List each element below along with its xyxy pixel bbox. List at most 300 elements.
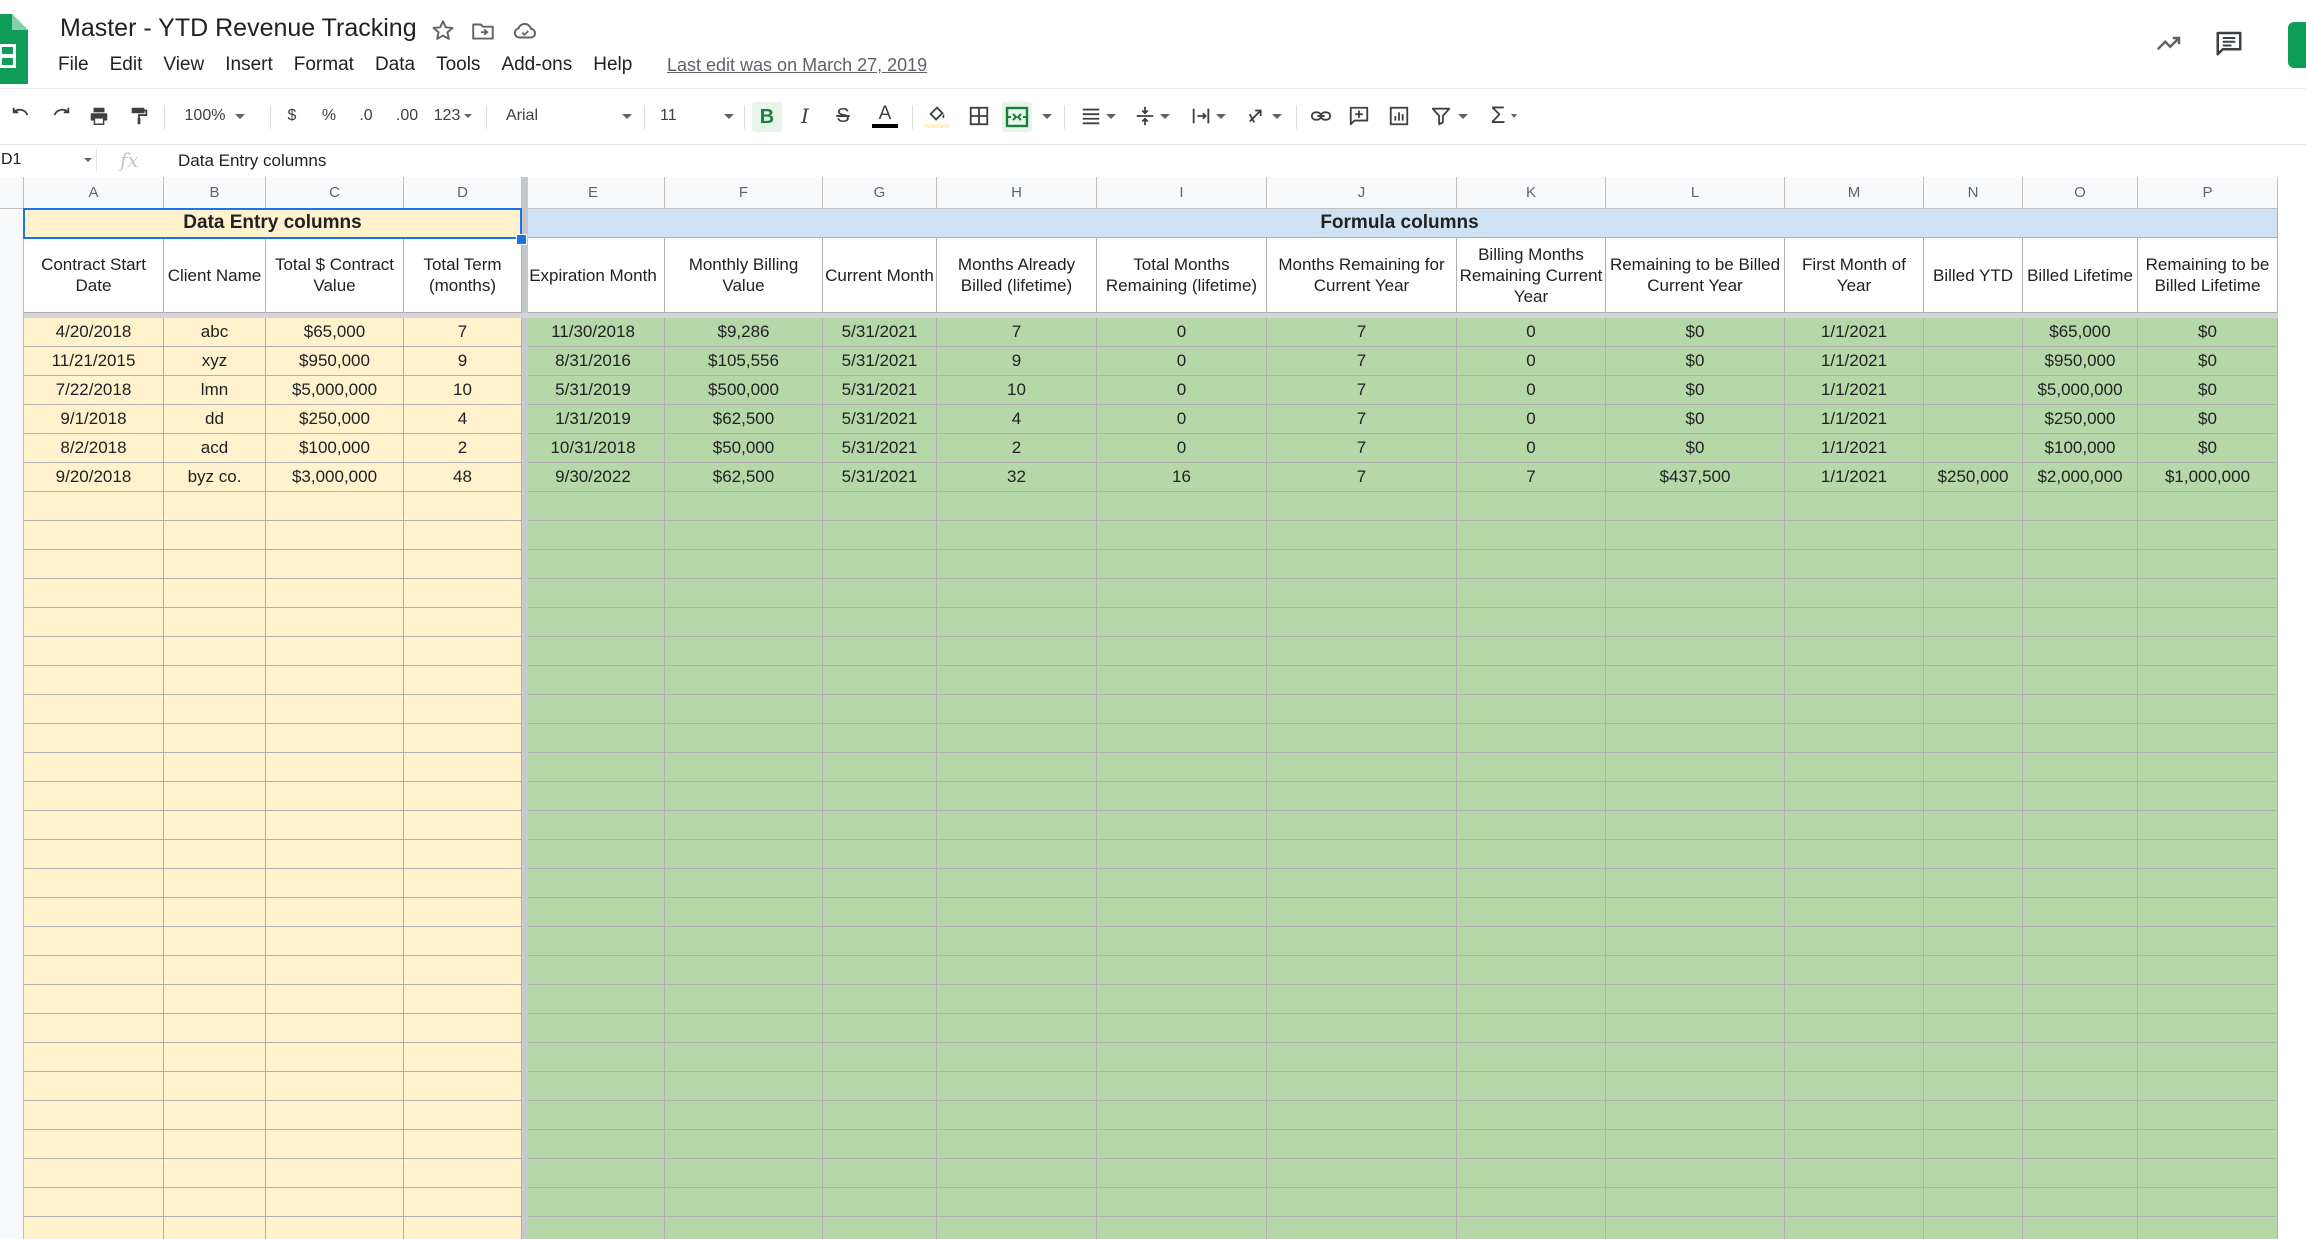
empty-cell[interactable] [1785, 579, 1924, 608]
empty-cell[interactable] [1267, 1014, 1457, 1043]
empty-cell[interactable] [1267, 579, 1457, 608]
insert-chart-button[interactable] [1386, 103, 1412, 129]
empty-cell[interactable] [522, 927, 665, 956]
empty-cell[interactable] [937, 666, 1097, 695]
empty-cell[interactable] [665, 521, 823, 550]
empty-cell[interactable] [522, 608, 665, 637]
empty-cell[interactable] [266, 666, 404, 695]
empty-cell[interactable] [164, 1014, 266, 1043]
empty-cell[interactable] [266, 1101, 404, 1130]
empty-cell[interactable] [1785, 637, 1924, 666]
empty-cell[interactable] [404, 608, 522, 637]
empty-cell[interactable] [1457, 985, 1606, 1014]
menu-edit[interactable]: Edit [109, 54, 143, 75]
empty-cell[interactable] [823, 1072, 937, 1101]
table-cell[interactable]: 0 [1457, 405, 1606, 434]
table-cell[interactable]: 7 [1267, 463, 1457, 492]
empty-cell[interactable] [266, 579, 404, 608]
empty-cell[interactable] [404, 956, 522, 985]
empty-cell[interactable] [522, 637, 665, 666]
column-header-i[interactable]: I [1097, 177, 1267, 209]
empty-cell[interactable] [1457, 927, 1606, 956]
empty-cell[interactable] [1606, 695, 1785, 724]
empty-cell[interactable] [937, 695, 1097, 724]
empty-cell[interactable] [1097, 1159, 1267, 1188]
empty-cell[interactable] [937, 1130, 1097, 1159]
empty-cell[interactable] [1267, 608, 1457, 637]
column-header-f[interactable]: F [665, 177, 823, 209]
empty-cell[interactable] [823, 1101, 937, 1130]
empty-cell[interactable] [665, 1043, 823, 1072]
sheets-logo-icon[interactable] [0, 14, 28, 84]
table-cell[interactable]: $65,000 [266, 318, 404, 347]
menu-file[interactable]: File [58, 54, 89, 75]
insert-comment-button[interactable] [1346, 103, 1372, 129]
empty-cell[interactable] [2023, 811, 2138, 840]
empty-cell[interactable] [2023, 782, 2138, 811]
empty-cell[interactable] [522, 1014, 665, 1043]
empty-cell[interactable] [2138, 1043, 2278, 1072]
table-cell[interactable]: $0 [1606, 405, 1785, 434]
table-cell[interactable]: 0 [1097, 376, 1267, 405]
empty-cell[interactable] [1606, 985, 1785, 1014]
empty-cell[interactable] [1606, 811, 1785, 840]
empty-cell[interactable] [522, 1130, 665, 1159]
empty-cell[interactable] [1267, 521, 1457, 550]
font-size-select[interactable] [660, 103, 734, 129]
empty-cell[interactable] [1097, 1188, 1267, 1217]
frozen-row-divider[interactable] [24, 313, 2278, 318]
empty-cell[interactable] [404, 637, 522, 666]
empty-cell[interactable] [2023, 492, 2138, 521]
table-cell[interactable]: byz co. [164, 463, 266, 492]
empty-cell[interactable] [266, 782, 404, 811]
empty-cell[interactable] [1606, 1188, 1785, 1217]
empty-cell[interactable] [1924, 695, 2023, 724]
empty-cell[interactable] [1785, 840, 1924, 869]
empty-cell[interactable] [164, 1159, 266, 1188]
empty-cell[interactable] [24, 1014, 164, 1043]
empty-cell[interactable] [24, 550, 164, 579]
empty-cell[interactable] [522, 550, 665, 579]
empty-cell[interactable] [1267, 1043, 1457, 1072]
table-cell[interactable]: 0 [1457, 318, 1606, 347]
empty-cell[interactable] [937, 492, 1097, 521]
empty-cell[interactable] [1097, 637, 1267, 666]
empty-cell[interactable] [937, 927, 1097, 956]
empty-cell[interactable] [164, 811, 266, 840]
empty-cell[interactable] [1785, 608, 1924, 637]
empty-cell[interactable] [2023, 608, 2138, 637]
empty-cell[interactable] [404, 550, 522, 579]
empty-cell[interactable] [2138, 956, 2278, 985]
empty-cell[interactable] [823, 898, 937, 927]
column-title-cell[interactable]: Current Month [823, 238, 937, 313]
column-title-cell[interactable]: Monthly Billing Value [665, 238, 823, 313]
empty-cell[interactable] [2023, 1159, 2138, 1188]
empty-cell[interactable] [665, 1130, 823, 1159]
empty-cell[interactable] [1785, 724, 1924, 753]
empty-cell[interactable] [266, 1188, 404, 1217]
empty-cell[interactable] [2023, 1101, 2138, 1130]
empty-cell[interactable] [522, 1043, 665, 1072]
table-cell[interactable]: 5/31/2021 [823, 405, 937, 434]
empty-cell[interactable] [404, 1217, 522, 1239]
empty-cell[interactable] [1267, 898, 1457, 927]
empty-cell[interactable] [522, 666, 665, 695]
empty-cell[interactable] [1267, 1217, 1457, 1239]
empty-cell[interactable] [1924, 927, 2023, 956]
table-cell[interactable]: 9/30/2022 [522, 463, 665, 492]
empty-cell[interactable] [266, 1014, 404, 1043]
table-cell[interactable]: 1/1/2021 [1785, 434, 1924, 463]
empty-cell[interactable] [823, 811, 937, 840]
format-percent-button[interactable] [318, 103, 340, 129]
column-header-d[interactable]: D [404, 177, 522, 209]
text-wrap-select[interactable] [1186, 103, 1230, 129]
empty-cell[interactable] [1606, 1217, 1785, 1239]
empty-cell[interactable] [823, 1043, 937, 1072]
table-cell[interactable]: $5,000,000 [266, 376, 404, 405]
empty-cell[interactable] [404, 1014, 522, 1043]
empty-cell[interactable] [1457, 840, 1606, 869]
empty-cell[interactable] [823, 1014, 937, 1043]
table-cell[interactable]: $105,556 [665, 347, 823, 376]
empty-cell[interactable] [2023, 1014, 2138, 1043]
empty-cell[interactable] [24, 724, 164, 753]
menu-format[interactable]: Format [293, 54, 354, 75]
empty-cell[interactable] [1606, 927, 1785, 956]
activity-trend-icon[interactable] [2154, 28, 2184, 58]
empty-cell[interactable] [823, 927, 937, 956]
empty-cell[interactable] [1606, 869, 1785, 898]
empty-cell[interactable] [522, 1072, 665, 1101]
table-cell[interactable]: lmn [164, 376, 266, 405]
empty-cell[interactable] [1785, 550, 1924, 579]
empty-cell[interactable] [1457, 608, 1606, 637]
empty-cell[interactable] [1785, 1101, 1924, 1130]
empty-cell[interactable] [266, 492, 404, 521]
table-cell[interactable]: 0 [1457, 347, 1606, 376]
empty-cell[interactable] [2023, 1217, 2138, 1239]
empty-cell[interactable] [1097, 840, 1267, 869]
empty-cell[interactable] [1097, 1101, 1267, 1130]
empty-cell[interactable] [937, 840, 1097, 869]
table-cell[interactable]: $0 [1606, 318, 1785, 347]
empty-cell[interactable] [1924, 840, 2023, 869]
empty-cell[interactable] [24, 840, 164, 869]
empty-cell[interactable] [2023, 869, 2138, 898]
empty-cell[interactable] [1785, 753, 1924, 782]
table-cell[interactable]: 0 [1097, 405, 1267, 434]
table-cell[interactable]: 5/31/2021 [823, 318, 937, 347]
table-cell[interactable]: 1/1/2021 [1785, 347, 1924, 376]
empty-cell[interactable] [1457, 753, 1606, 782]
empty-cell[interactable] [665, 840, 823, 869]
empty-cell[interactable] [164, 608, 266, 637]
column-header-c[interactable]: C [266, 177, 404, 209]
empty-cell[interactable] [2023, 898, 2138, 927]
empty-cell[interactable] [266, 608, 404, 637]
empty-cell[interactable] [266, 753, 404, 782]
column-title-cell[interactable]: Remaining to be Billed Lifetime [2138, 238, 2278, 313]
empty-cell[interactable] [164, 695, 266, 724]
empty-cell[interactable] [404, 985, 522, 1014]
empty-cell[interactable] [823, 579, 937, 608]
empty-cell[interactable] [1785, 956, 1924, 985]
empty-cell[interactable] [266, 1217, 404, 1239]
table-cell[interactable]: 9 [937, 347, 1097, 376]
empty-cell[interactable] [1785, 521, 1924, 550]
table-cell[interactable]: 11/21/2015 [24, 347, 164, 376]
empty-cell[interactable] [2023, 637, 2138, 666]
empty-cell[interactable] [24, 1072, 164, 1101]
empty-cell[interactable] [1785, 898, 1924, 927]
empty-cell[interactable] [1267, 956, 1457, 985]
empty-cell[interactable] [266, 811, 404, 840]
empty-cell[interactable] [164, 956, 266, 985]
empty-cell[interactable] [1924, 521, 2023, 550]
empty-cell[interactable] [823, 666, 937, 695]
empty-cell[interactable] [937, 608, 1097, 637]
table-cell[interactable]: $9,286 [665, 318, 823, 347]
move-folder-icon[interactable] [470, 18, 496, 44]
table-cell[interactable]: 16 [1097, 463, 1267, 492]
empty-cell[interactable] [823, 1159, 937, 1188]
table-cell[interactable] [1924, 318, 2023, 347]
empty-cell[interactable] [1097, 956, 1267, 985]
comments-icon[interactable] [2214, 28, 2244, 58]
table-cell[interactable]: 2 [937, 434, 1097, 463]
empty-cell[interactable] [1457, 666, 1606, 695]
empty-cell[interactable] [404, 811, 522, 840]
empty-cell[interactable] [404, 840, 522, 869]
menu-insert[interactable]: Insert [225, 54, 273, 75]
empty-cell[interactable] [266, 985, 404, 1014]
table-cell[interactable]: 7 [1267, 347, 1457, 376]
table-cell[interactable]: 5/31/2021 [823, 376, 937, 405]
empty-cell[interactable] [24, 608, 164, 637]
empty-cell[interactable] [937, 521, 1097, 550]
empty-cell[interactable] [1267, 724, 1457, 753]
empty-cell[interactable] [266, 840, 404, 869]
empty-cell[interactable] [522, 753, 665, 782]
empty-cell[interactable] [1606, 550, 1785, 579]
table-cell[interactable]: $0 [2138, 318, 2278, 347]
table-cell[interactable]: $250,000 [2023, 405, 2138, 434]
empty-cell[interactable] [2138, 637, 2278, 666]
table-cell[interactable]: 1/1/2021 [1785, 376, 1924, 405]
empty-cell[interactable] [164, 782, 266, 811]
empty-cell[interactable] [2138, 724, 2278, 753]
table-cell[interactable]: $2,000,000 [2023, 463, 2138, 492]
empty-cell[interactable] [937, 782, 1097, 811]
table-cell[interactable]: dd [164, 405, 266, 434]
empty-cell[interactable] [2023, 985, 2138, 1014]
column-title-cell[interactable]: Client Name [164, 238, 266, 313]
document-title[interactable]: Master - YTD Revenue Tracking [60, 14, 417, 42]
empty-cell[interactable] [24, 782, 164, 811]
menu-view[interactable]: View [163, 54, 205, 75]
table-cell[interactable]: $500,000 [665, 376, 823, 405]
row-number-strip[interactable] [0, 209, 24, 1239]
empty-cell[interactable] [164, 985, 266, 1014]
table-cell[interactable]: $0 [1606, 434, 1785, 463]
empty-cell[interactable] [2023, 753, 2138, 782]
table-cell[interactable]: 7/22/2018 [24, 376, 164, 405]
empty-cell[interactable] [937, 811, 1097, 840]
empty-cell[interactable] [404, 1043, 522, 1072]
empty-cell[interactable] [522, 1159, 665, 1188]
empty-cell[interactable] [1267, 782, 1457, 811]
empty-cell[interactable] [1785, 1043, 1924, 1072]
empty-cell[interactable] [1457, 956, 1606, 985]
fill-handle[interactable] [516, 234, 527, 245]
empty-cell[interactable] [1097, 753, 1267, 782]
empty-cell[interactable] [404, 869, 522, 898]
empty-cell[interactable] [665, 1188, 823, 1217]
empty-cell[interactable] [1924, 869, 2023, 898]
formula-input[interactable]: Data Entry columns [178, 151, 327, 170]
empty-cell[interactable] [1785, 985, 1924, 1014]
empty-cell[interactable] [24, 956, 164, 985]
empty-cell[interactable] [1457, 1159, 1606, 1188]
empty-cell[interactable] [1606, 637, 1785, 666]
empty-cell[interactable] [937, 1043, 1097, 1072]
table-cell[interactable]: 5/31/2021 [823, 463, 937, 492]
empty-cell[interactable] [1785, 1130, 1924, 1159]
empty-cell[interactable] [164, 1101, 266, 1130]
table-cell[interactable]: 48 [404, 463, 522, 492]
merge-cells-button[interactable] [1002, 102, 1032, 132]
table-cell[interactable]: $0 [1606, 347, 1785, 376]
empty-cell[interactable] [937, 1014, 1097, 1043]
menu-help[interactable]: Help [593, 54, 633, 75]
table-cell[interactable]: $50,000 [665, 434, 823, 463]
column-header-o[interactable]: O [2023, 177, 2138, 209]
zoom-select[interactable] [180, 103, 250, 129]
empty-cell[interactable] [1097, 782, 1267, 811]
empty-cell[interactable] [823, 869, 937, 898]
empty-cell[interactable] [2138, 869, 2278, 898]
empty-cell[interactable] [1606, 840, 1785, 869]
empty-cell[interactable] [24, 492, 164, 521]
empty-cell[interactable] [1457, 1043, 1606, 1072]
empty-cell[interactable] [1267, 1101, 1457, 1130]
empty-cell[interactable] [1457, 782, 1606, 811]
empty-cell[interactable] [1785, 492, 1924, 521]
empty-cell[interactable] [665, 666, 823, 695]
table-cell[interactable]: $250,000 [1924, 463, 2023, 492]
table-cell[interactable]: 1/1/2021 [1785, 405, 1924, 434]
empty-cell[interactable] [2023, 840, 2138, 869]
empty-cell[interactable] [24, 898, 164, 927]
empty-cell[interactable] [823, 637, 937, 666]
empty-cell[interactable] [24, 985, 164, 1014]
empty-cell[interactable] [1924, 782, 2023, 811]
print-icon[interactable] [86, 103, 112, 129]
table-cell[interactable]: 0 [1457, 434, 1606, 463]
empty-cell[interactable] [937, 1101, 1097, 1130]
empty-cell[interactable] [404, 1101, 522, 1130]
empty-cell[interactable] [2138, 898, 2278, 927]
empty-cell[interactable] [1924, 985, 2023, 1014]
empty-cell[interactable] [1097, 985, 1267, 1014]
empty-cell[interactable] [665, 1217, 823, 1239]
empty-cell[interactable] [1924, 637, 2023, 666]
empty-cell[interactable] [164, 550, 266, 579]
empty-cell[interactable] [937, 898, 1097, 927]
empty-cell[interactable] [823, 695, 937, 724]
table-cell[interactable]: acd [164, 434, 266, 463]
table-cell[interactable]: 9 [404, 347, 522, 376]
empty-cell[interactable] [404, 898, 522, 927]
empty-cell[interactable] [24, 637, 164, 666]
empty-cell[interactable] [1097, 550, 1267, 579]
empty-cell[interactable] [1097, 724, 1267, 753]
empty-cell[interactable] [266, 1043, 404, 1072]
empty-cell[interactable] [1097, 927, 1267, 956]
empty-cell[interactable] [404, 724, 522, 753]
empty-cell[interactable] [164, 1217, 266, 1239]
empty-cell[interactable] [823, 550, 937, 579]
column-header-k[interactable]: K [1457, 177, 1606, 209]
empty-cell[interactable] [404, 666, 522, 695]
column-header-a[interactable]: A [24, 177, 164, 209]
bold-button[interactable] [752, 102, 782, 132]
empty-cell[interactable] [2023, 579, 2138, 608]
column-header-p[interactable]: P [2138, 177, 2278, 209]
column-header-h[interactable]: H [937, 177, 1097, 209]
column-header-e[interactable]: E [522, 177, 665, 209]
empty-cell[interactable] [2023, 927, 2138, 956]
table-cell[interactable]: 7 [404, 318, 522, 347]
table-cell[interactable]: $3,000,000 [266, 463, 404, 492]
empty-cell[interactable] [937, 869, 1097, 898]
empty-cell[interactable] [1606, 1043, 1785, 1072]
empty-cell[interactable] [404, 579, 522, 608]
empty-cell[interactable] [404, 695, 522, 724]
table-cell[interactable]: $1,000,000 [2138, 463, 2278, 492]
empty-cell[interactable] [1785, 1159, 1924, 1188]
empty-cell[interactable] [2138, 1101, 2278, 1130]
empty-cell[interactable] [1097, 811, 1267, 840]
empty-cell[interactable] [24, 927, 164, 956]
empty-cell[interactable] [1785, 927, 1924, 956]
empty-cell[interactable] [266, 1130, 404, 1159]
increase-decimal-button[interactable] [390, 103, 424, 129]
empty-cell[interactable] [665, 608, 823, 637]
empty-cell[interactable] [1924, 753, 2023, 782]
table-cell[interactable]: $5,000,000 [2023, 376, 2138, 405]
empty-cell[interactable] [1267, 1159, 1457, 1188]
empty-cell[interactable] [164, 579, 266, 608]
column-header-m[interactable]: M [1785, 177, 1924, 209]
empty-cell[interactable] [823, 521, 937, 550]
empty-cell[interactable] [1457, 637, 1606, 666]
empty-cell[interactable] [1097, 1072, 1267, 1101]
empty-cell[interactable] [1924, 1188, 2023, 1217]
data-entry-section-title[interactable]: Data Entry columns [24, 209, 522, 238]
empty-cell[interactable] [164, 724, 266, 753]
empty-cell[interactable] [1924, 666, 2023, 695]
empty-cell[interactable] [164, 927, 266, 956]
empty-cell[interactable] [1097, 666, 1267, 695]
insert-link-button[interactable] [1308, 103, 1334, 129]
table-cell[interactable]: 1/1/2021 [1785, 318, 1924, 347]
table-cell[interactable]: 11/30/2018 [522, 318, 665, 347]
table-cell[interactable]: 0 [1097, 318, 1267, 347]
